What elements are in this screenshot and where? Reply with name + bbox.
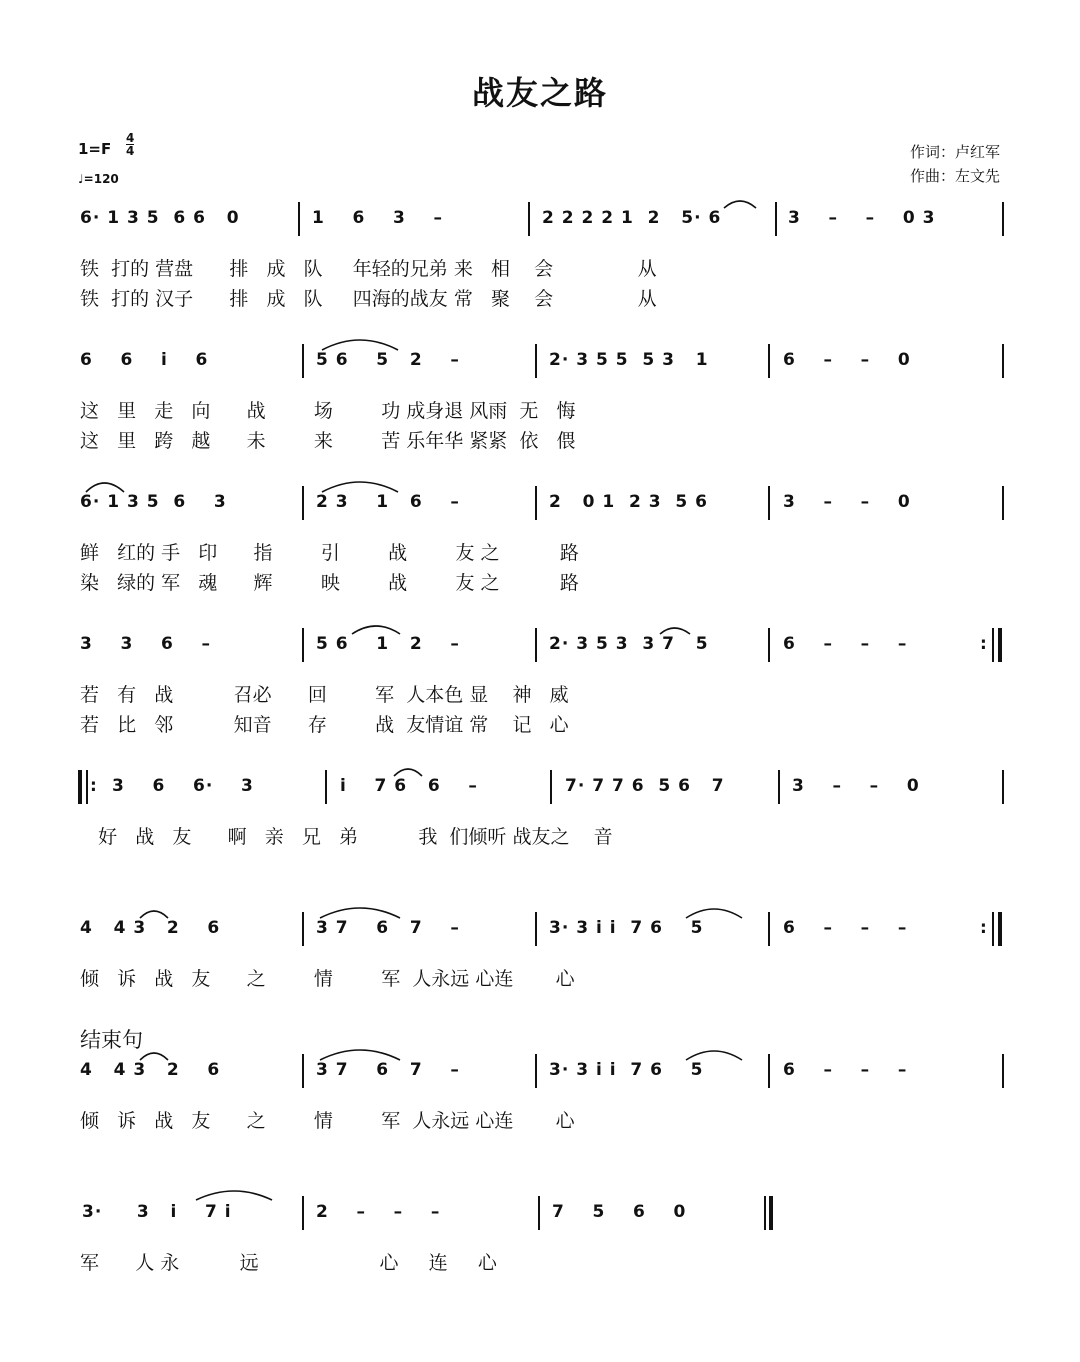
measure: 3 – – 0 <box>792 776 920 796</box>
measure: 3 3 6 – <box>80 634 212 654</box>
lyricist: 作词：卢红军 <box>909 143 1000 161</box>
measure: 2 2 2 2 1 2 5· 6 <box>542 208 722 228</box>
measure: 2 0 1 2 3 5 6 <box>549 492 708 512</box>
tempo-marking <box>78 172 119 186</box>
measure: 6 – – 0 <box>783 350 911 370</box>
measure: 4 4 3 2 6 <box>80 1060 221 1080</box>
lyric-line: 这 里 跨 越 未 来 苦 乐年华 紧紧 依 偎 <box>80 430 576 452</box>
tempo-value: =120 <box>83 172 119 186</box>
time-signature <box>126 132 134 157</box>
lyric-line: 鲜 红的 手 印 指 引 战 友 之 路 <box>80 542 579 564</box>
system-2 <box>0 344 1080 464</box>
composer: 作曲：左文先 <box>909 167 1000 185</box>
measure: 6 6 i 6 <box>80 350 209 370</box>
measure: 2 3 1 6 – <box>316 492 460 512</box>
measure: 3· 3 i i 7 6 5 <box>549 1060 704 1080</box>
system-5 <box>0 770 1080 890</box>
system-7 <box>0 1054 1080 1174</box>
measure: 7 5 6 0 <box>552 1202 687 1222</box>
measure: 3· 3 i i 7 6 5 <box>549 918 704 938</box>
measure: 5 6 1 2 – <box>316 634 460 654</box>
page-title: 战友之路 <box>471 74 608 112</box>
tie-arcs <box>0 912 1080 972</box>
system-3 <box>0 486 1080 606</box>
tie-arcs <box>0 486 1080 546</box>
lyric-line: 若 有 战 召必 回 军 人本色 显 神 威 <box>80 684 569 706</box>
system-6 <box>0 912 1080 1032</box>
measure: 1 6 3 – <box>312 208 444 228</box>
tie-arcs <box>0 202 1080 262</box>
tie-arcs <box>0 770 1080 830</box>
repeat-end-sign: : <box>980 918 988 938</box>
ending-label: 结束句 <box>80 1028 143 1052</box>
measure: 3 – – 0 <box>783 492 911 512</box>
key-signature <box>78 131 135 158</box>
measure: 6 – – – <box>783 1060 908 1080</box>
measure: 3 7 6 7 – <box>316 918 460 938</box>
system-1 <box>0 202 1080 322</box>
lyric-line: 若 比 邻 知音 存 战 友情谊 常 记 心 <box>80 714 569 736</box>
quarter-note-icon: ♩ <box>78 172 84 186</box>
time-top: 4 <box>126 131 135 145</box>
lyric-line: 染 绿的 军 魂 辉 映 战 友 之 路 <box>80 572 579 594</box>
system-4 <box>0 628 1080 748</box>
measure: 6· 1 3 5 6 6 0 <box>80 208 240 228</box>
measure: 7· 7 7 6 5 6 7 <box>565 776 725 796</box>
tie-arcs <box>0 628 1080 688</box>
measure: 6 – – – <box>783 918 908 938</box>
measure: 2 – – – <box>316 1202 441 1222</box>
lyric-line: 倾 诉 战 友 之 情 军 人永远 心连 心 <box>80 968 575 990</box>
lyric-line: 铁 打的 汉子 排 成 队 四海的战友 常 聚 会 从 <box>80 288 657 310</box>
lyric-line: 好 战 友 啊 亲 兄 弟 我 们倾听 战友之 音 <box>80 826 613 848</box>
repeat-end-sign: : <box>980 634 988 654</box>
tie-arcs <box>0 1196 1080 1256</box>
measure: 2· 3 5 5 5 3 1 <box>549 350 709 370</box>
measure: 5 6 5 2 – <box>316 350 460 370</box>
system-8 <box>0 1196 1080 1316</box>
measure: 6 – – – <box>783 634 908 654</box>
measure: 3 6 6· 3 <box>112 776 254 796</box>
measure: 6· 1 3 5 6 3 <box>80 492 227 512</box>
tie-arcs <box>0 1054 1080 1114</box>
measure: 3 – – 0 3 <box>788 208 936 228</box>
lyric-line: 这 里 走 向 战 场 功 成身退 风雨 无 悔 <box>80 400 576 422</box>
lyric-line: 军 人 永 远 心 连 心 <box>80 1252 497 1274</box>
repeat-start-sign: : <box>90 776 98 796</box>
credits <box>910 140 1000 188</box>
measure: 3· 3 i 7 i <box>82 1202 232 1222</box>
tie-arcs <box>0 344 1080 404</box>
lyric-line: 铁 打的 营盘 排 成 队 年轻的兄弟 来 相 会 从 <box>80 258 657 280</box>
lyric-line: 倾 诉 战 友 之 情 军 人永远 心连 心 <box>80 1110 575 1132</box>
key-label: 1=F <box>78 140 112 158</box>
measure: 4 4 3 2 6 <box>80 918 221 938</box>
measure: 2· 3 5 3 3 7 5 <box>549 634 709 654</box>
time-bottom: 4 <box>126 144 135 158</box>
measure: 3 7 6 7 – <box>316 1060 460 1080</box>
measure: i 7 6 6 – <box>340 776 478 796</box>
